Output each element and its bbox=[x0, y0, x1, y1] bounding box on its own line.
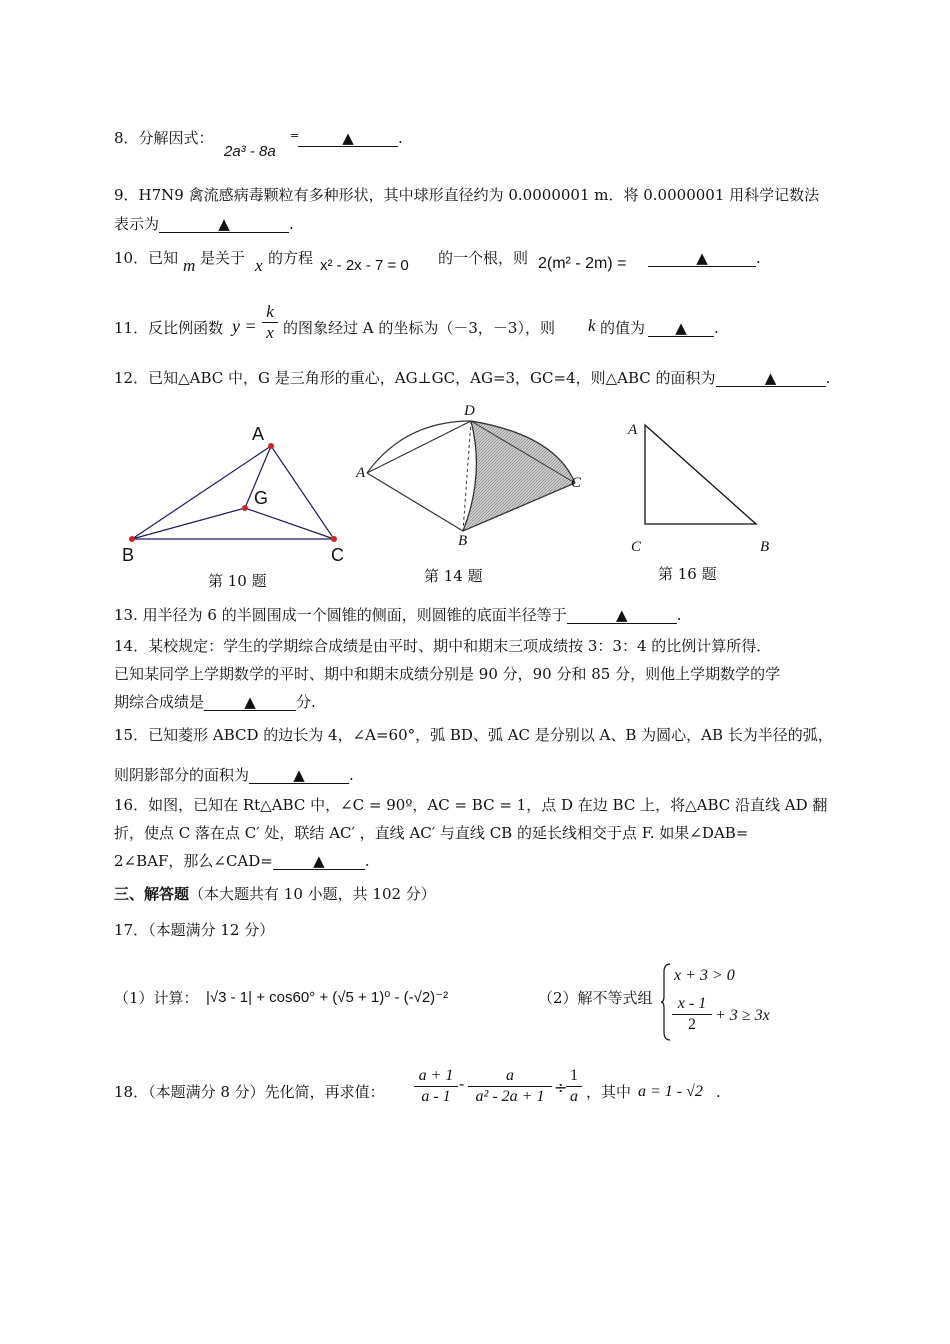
segment-bg bbox=[132, 508, 245, 539]
fig16-label-b: B bbox=[760, 539, 770, 555]
fig16-label-a: A bbox=[628, 422, 638, 438]
q15-line2: 则阴影部分的面积为 ▲ . bbox=[114, 766, 354, 784]
point-b bbox=[129, 536, 135, 542]
q17-inequality-1: x + 3 > 0 bbox=[674, 967, 735, 984]
answer-blank[interactable]: ▲ bbox=[567, 605, 677, 624]
fig16-caption: 第 16 题 bbox=[658, 565, 717, 583]
q15-line1: 15．已知菱形 ABCD 的边长为 4，∠A=60°，弧 BD、弧 AC 是分别以 A、B 为圆心，AB 长为半径的弧， bbox=[114, 726, 833, 744]
divide-sign: ÷ bbox=[554, 1078, 568, 1097]
q16-line2: 折，使点 C 落在点 C′ 处，联结 AC′ ，直线 AC′ 与直线 CB 的延长线相交于点 F. 如果∠DAB= bbox=[114, 824, 749, 842]
figure-10 bbox=[110, 420, 360, 570]
q17-expression-1: |√3 - 1| + cos60° + (√5 + 1)⁰ - (-√2)⁻² bbox=[206, 989, 449, 1006]
q17-part1-label: （1）计算： bbox=[114, 989, 199, 1007]
q11-label-a: 11．反比例函数 bbox=[114, 319, 224, 337]
shaded-region bbox=[463, 421, 575, 531]
q17-part2-label: （2）解不等式组 bbox=[538, 989, 653, 1007]
q18-fraction-3: 1 a bbox=[566, 1066, 582, 1107]
q10-equation: x² - 2x - 7 = 0 bbox=[320, 257, 409, 274]
point-c bbox=[331, 536, 337, 542]
fig10-label-b: B bbox=[122, 545, 135, 565]
q18-fraction-2: a a² - 2a + 1 bbox=[468, 1066, 552, 1107]
q18-end: . bbox=[716, 1083, 721, 1101]
q8-equals: = bbox=[290, 129, 300, 142]
q11-fraction: k x bbox=[262, 302, 278, 343]
q14-line2: 已知某同学上学期数学的平时、期中和期末成绩分别是 90 分，90 分和 85 分，则他上学期数学的学 bbox=[114, 665, 781, 683]
q17-inequality-2-fraction: x - 1 2 bbox=[672, 994, 712, 1035]
fig10-label-g: G bbox=[254, 488, 269, 508]
q11-answer: ▲ . bbox=[648, 318, 719, 338]
q10-label-c: 的方程 bbox=[268, 249, 314, 267]
answer-blank[interactable]: ▲ bbox=[298, 128, 398, 147]
segment-cg bbox=[245, 508, 334, 539]
q16-line1: 16．如图，已知在 Rt△ABC 中，∠C = 90º，AC = BC = 1，点 D 在边 BC 上，将△ABC 沿直线 AD 翻 bbox=[114, 796, 828, 814]
fig14-label-d: D bbox=[464, 403, 475, 419]
q13-line: 13. 用半径为 6 的半圆围成一个圆锥的侧面，则圆锥的底面半径等于 ▲ . bbox=[114, 606, 682, 624]
q10-expression: 2(m² - 2m) = bbox=[538, 255, 627, 272]
segment-ab bbox=[367, 473, 463, 531]
segment-ad bbox=[367, 421, 471, 473]
q12-line: 12．已知△ABC 中，G 是三角形的重心，AG⊥GC，AG=3，GC=4，则△ABC 的面积为 ▲ . bbox=[114, 369, 831, 387]
fig16-label-c: C bbox=[631, 539, 642, 555]
q9-line2: 表示为 ▲ . bbox=[114, 215, 294, 233]
minus-sign: - bbox=[459, 1076, 465, 1093]
q10-x: x bbox=[255, 256, 263, 275]
fig14-label-c: C bbox=[571, 475, 582, 491]
q8-line bbox=[114, 128, 214, 148]
q17-inequality-2-rest: + 3 ≥ 3x bbox=[715, 1007, 770, 1024]
q14-line3: 期综合成绩是 ▲ 分. bbox=[114, 693, 316, 711]
triangle-abc bbox=[132, 446, 334, 539]
answer-blank[interactable]: ▲ bbox=[204, 692, 296, 711]
q8-answer: ▲ . bbox=[298, 128, 403, 148]
figure-14 bbox=[355, 405, 585, 550]
q9-line1: 9．H7N9 禽流感病毒颗粒有多种形状，其中球形直径约为 0.0000001 m．将 0.0000001 用科学记数法 bbox=[114, 186, 820, 204]
q11-label-c: 的值为 bbox=[600, 319, 646, 337]
fig10-label-a: A bbox=[252, 424, 265, 444]
q18-condition: a = 1 - √2 bbox=[638, 1083, 703, 1100]
q10-m: m bbox=[183, 256, 196, 275]
figure-16 bbox=[640, 420, 770, 530]
answer-blank[interactable]: ▲ bbox=[648, 248, 756, 267]
q8-label: 8．分解因式： bbox=[114, 129, 214, 147]
fig14-label-b: B bbox=[458, 533, 468, 549]
fig14-label-a: A bbox=[356, 465, 366, 481]
brace-icon bbox=[660, 962, 672, 1042]
q11-label-b: 的图象经过 A 的坐标为（－3，－3），则 bbox=[283, 319, 555, 337]
q18-tail: ，其中 bbox=[586, 1083, 632, 1101]
q14-line1: 14．某校规定：学生的学期综合成绩是由平时、期中和期末三项成绩按 3：3：4 的比例计算所得． bbox=[114, 637, 772, 655]
answer-blank[interactable]: ▲ bbox=[648, 318, 714, 337]
q10-label-a: 10．已知 bbox=[114, 249, 179, 267]
section-3-heading: 三、解答题（本大题共有 10 小题，共 102 分） bbox=[114, 885, 436, 903]
fig10-caption: 第 10 题 bbox=[208, 572, 267, 590]
q10-answer: ▲ . bbox=[648, 248, 761, 268]
answer-blank[interactable]: ▲ bbox=[159, 214, 289, 233]
answer-blank[interactable]: ▲ bbox=[249, 765, 349, 784]
q11-y: y = bbox=[232, 316, 257, 336]
q16-line3: 2∠BAF，那么∠CAD= ▲ . bbox=[114, 852, 370, 870]
fig14-caption: 第 14 题 bbox=[424, 567, 483, 585]
answer-blank[interactable]: ▲ bbox=[273, 851, 365, 870]
q11-k: k bbox=[588, 316, 596, 335]
q8-expression: 2a³ - 8a bbox=[224, 143, 276, 160]
q10-label-d: 的一个根，则 bbox=[438, 249, 529, 267]
q18-fraction-1: a + 1 a - 1 bbox=[414, 1066, 458, 1107]
point-a bbox=[268, 443, 274, 449]
triangle-acb bbox=[645, 425, 756, 524]
answer-blank[interactable]: ▲ bbox=[716, 368, 826, 387]
point-g bbox=[242, 505, 248, 511]
q18-heading: 18．（本题满分 8 分）先化简，再求值： bbox=[114, 1083, 385, 1101]
q10-label-b: 是关于 bbox=[200, 249, 246, 267]
q17-heading: 17．（本题满分 12 分） bbox=[114, 921, 275, 939]
fig10-label-c: C bbox=[331, 545, 344, 565]
